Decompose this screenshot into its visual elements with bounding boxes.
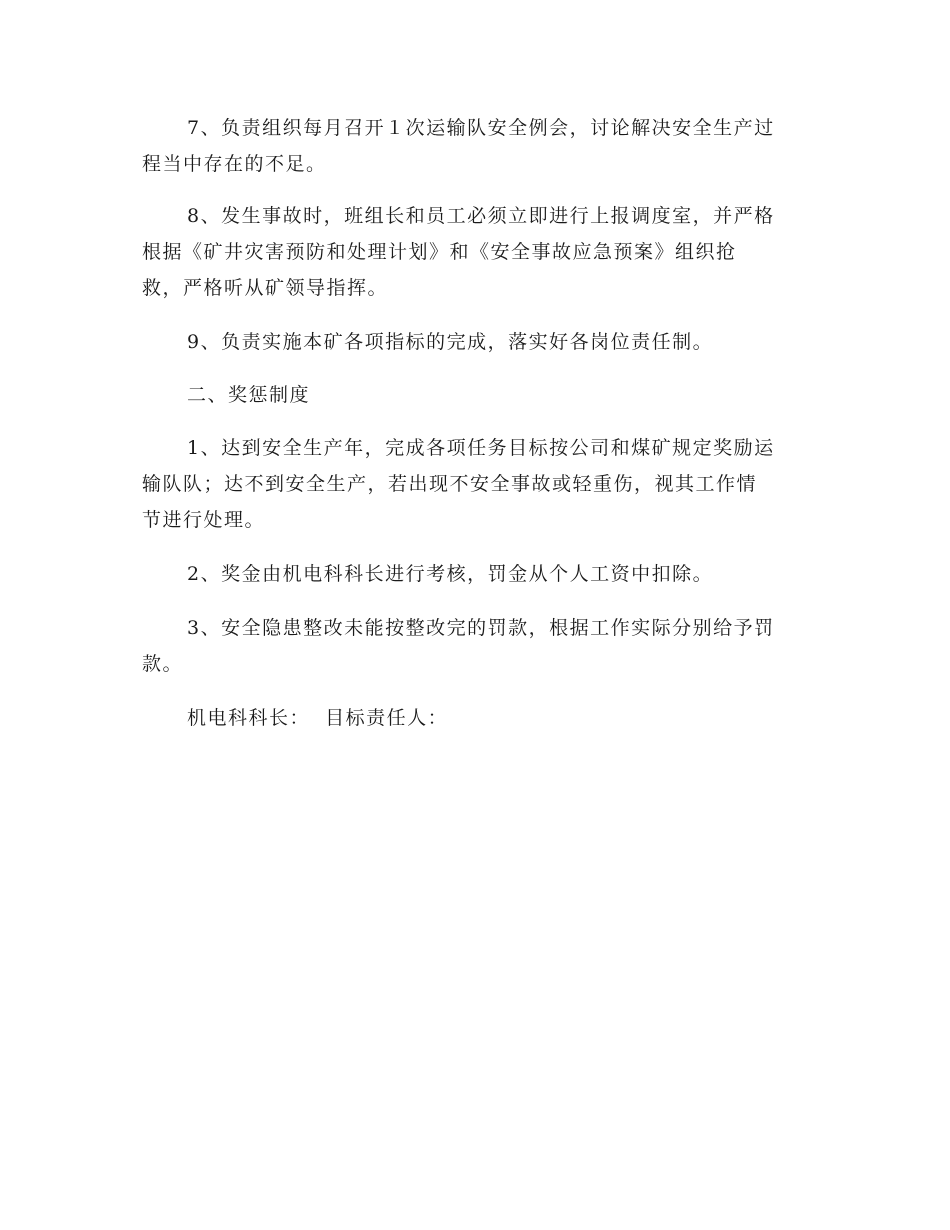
signature-line [142, 700, 808, 736]
text-line: 救，严格听从矿领导指挥。 [142, 277, 389, 299]
text-line: 1、达到安全生产年，完成各项任务目标按公司和煤矿规定奖励运 [187, 437, 775, 459]
text-line: 8、发生事故时，班组长和员工必须立即进行上报调度室，并严格 [187, 205, 775, 227]
text-line: 输队队；达不到安全生产，若出现不安全事故或轻重伤，视其工作情 [142, 473, 758, 495]
paragraph-item-8 [142, 198, 808, 306]
text-line: 3、安全隐患整改未能按整改完的罚款，根据工作实际分别给予罚 [187, 617, 775, 639]
paragraph-reward-1 [142, 430, 808, 538]
text-line: 9、负责实施本矿各项指标的完成，落实好各岗位责任制。 [187, 331, 714, 353]
section-heading-rewards [142, 377, 808, 413]
text-line: 2、奖金由机电科科长进行考核，罚金从个人工资中扣除。 [187, 563, 714, 585]
paragraph-item-9 [142, 324, 808, 360]
text-line: 款。 [142, 653, 184, 675]
text-line: 程当中存在的不足。 [142, 153, 327, 175]
paragraph-item-7 [142, 110, 808, 182]
heading-text: 二、奖惩制度 [187, 384, 311, 406]
signature-text: 机电科科长： 目标责任人： [187, 707, 449, 729]
paragraph-reward-3 [142, 610, 808, 682]
paragraph-reward-2 [142, 556, 808, 592]
text-line: 节进行处理。 [142, 509, 266, 531]
text-line: 根据《矿井灾害预防和处理计划》和《安全事故应急预案》组织抢 [142, 241, 737, 263]
text-line: 7、负责组织每月召开１次运输队安全例会，讨论解决安全生产过 [187, 117, 775, 139]
